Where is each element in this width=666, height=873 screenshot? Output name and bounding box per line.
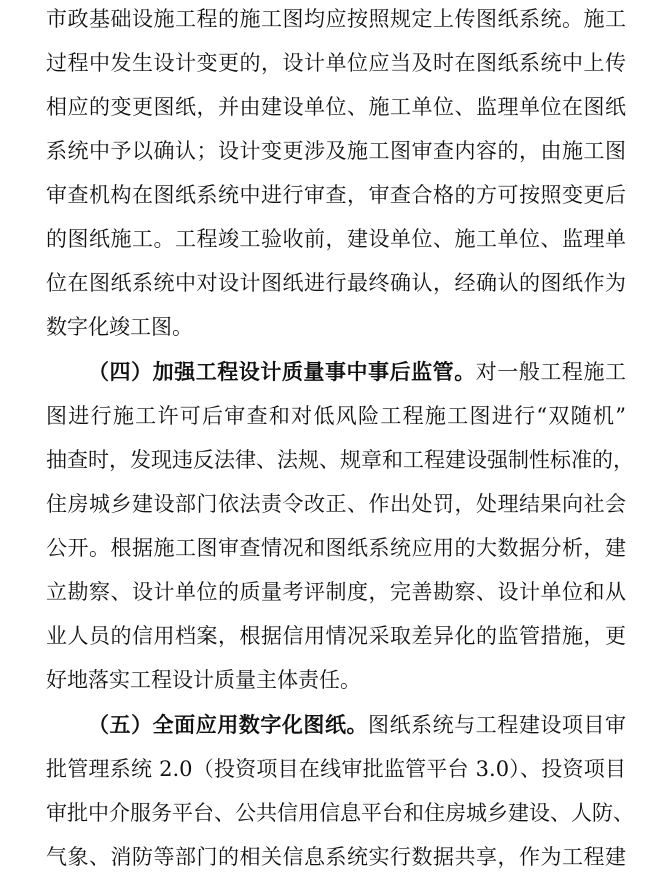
text-line: 系统中予以确认；设计变更涉及施工图审查内容的，由施工图 (46, 139, 626, 163)
text-line: 图进行施工许可后审查和对低风险工程施工图进行“双随机” (46, 404, 626, 428)
text-line: 公开。根据施工图审查情况和图纸系统应用的大数据分析，建 (46, 536, 626, 560)
text-line: 审查机构在图纸系统中进行审查，审查合格的方可按照变更后 (46, 183, 626, 207)
section-4-first-line-rest: 对一般工程施工 (475, 360, 626, 384)
section-5-first-line-rest: 图纸系统与工程建设项目审 (368, 713, 627, 737)
text-line: 的图纸施工。工程竣工验收前，建设单位、施工单位、监理单 (46, 227, 626, 251)
text-line: 抽查时，发现违反法律、法规、规章和工程建设强制性标准的， (46, 448, 634, 472)
section-4-heading: （四）加强工程设计质量事中事后监管。 (88, 359, 476, 384)
text-line: 好地落实工程设计质量主体责任。 (46, 668, 361, 692)
section-5-heading: （五）全面应用数字化图纸。 (88, 712, 369, 737)
text-line: 数字化竣工图。 (46, 315, 193, 339)
text-line: 市政基础设施工程的施工图均应按照规定上传图纸系统。施工 (46, 7, 626, 31)
text-line: 立勘察、设计单位的质量考评制度，完善勘察、设计单位和从 (46, 580, 626, 604)
text-line: 相应的变更图纸，并由建设单位、施工单位、监理单位在图纸 (46, 95, 626, 119)
text-line: 批管理系统 2.0（投资项目在线审批监管平台 3.0）、投资项目 (46, 757, 626, 781)
text-line: 业人员的信用档案，根据信用情况采取差异化的监管措施，更 (46, 624, 626, 648)
text-line: 过程中发生设计变更的，设计单位应当及时在图纸系统中上传 (46, 51, 626, 75)
text-line: 住房城乡建设部门依法责令改正、作出处罚，处理结果向社会 (46, 492, 626, 516)
section-4-first-line (46, 357, 626, 387)
text-line: 气象、消防等部门的相关信息系统实行数据共享，作为工程建 (46, 845, 626, 869)
text-line: 位在图纸系统中对设计图纸进行最终确认，经确认的图纸作为 (46, 271, 626, 295)
text-line: 审批中介服务平台、公共信用信息平台和住房城乡建设、人防、 (46, 801, 634, 825)
section-5-first-line (46, 710, 626, 740)
